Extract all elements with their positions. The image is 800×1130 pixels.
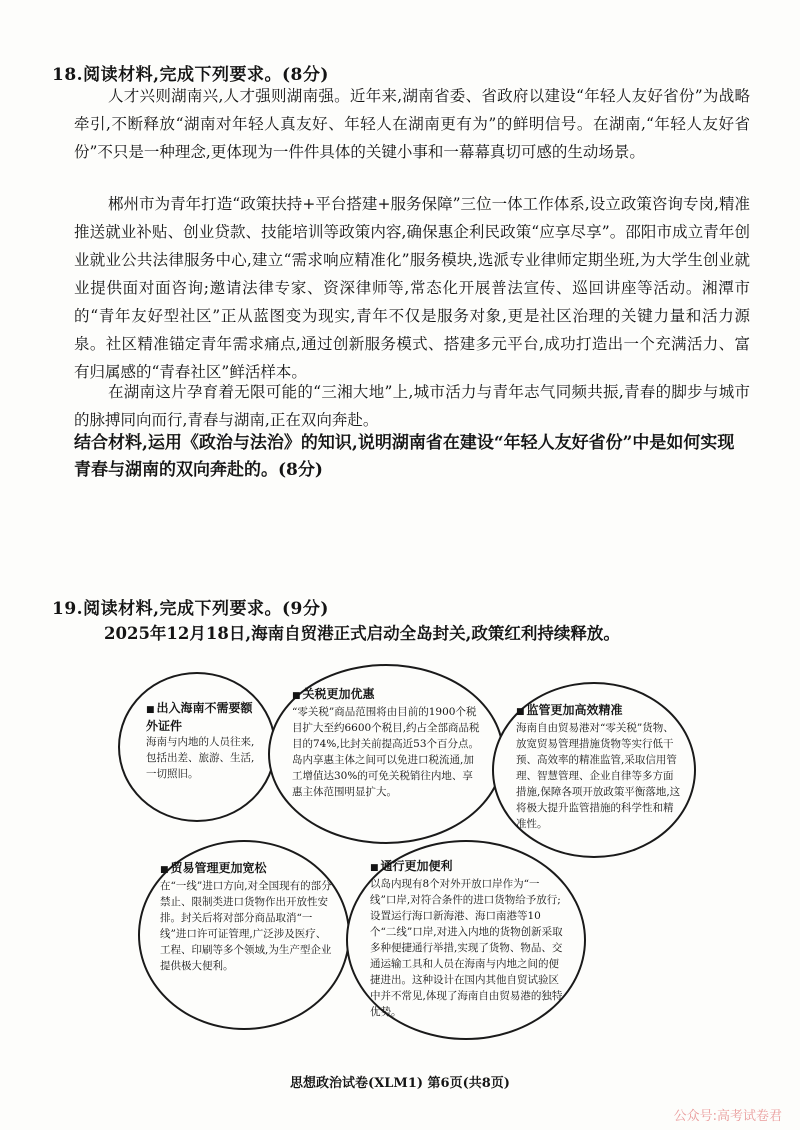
bubble-title-text: 通行更加便利 (380, 859, 453, 873)
bubble-tariff (268, 664, 504, 844)
bubble-title-text: 监管更加高效精准 (526, 703, 623, 717)
bubble-text: 在“一线”进口方向,对全国现有的部分禁止、限制类进口货物作出开放性安排。封关后将对部分商品取消“一线”进口许可证管理,广泛涉及医疗、工程、印刷等多个领域,为生产型企业提供极大便利。 (160, 880, 332, 972)
square-bullet-icon: ■ (146, 705, 155, 715)
square-bullet-icon: ■ (160, 865, 169, 875)
square-bullet-icon: ■ (370, 863, 379, 873)
bubble-title-text: 贸易管理更加宽松 (170, 861, 267, 875)
q19-intro: 2025年12月18日,海南自贸港正式启动全岛封关,政策红利持续释放。 (104, 624, 620, 643)
bubble-title (160, 860, 336, 878)
square-bullet-icon: ■ (516, 707, 525, 717)
bubble-title-text: 关税更加优惠 (302, 687, 375, 701)
bubble-entry-documents (118, 672, 276, 822)
q18-paragraph-1: 人才兴则湖南兴,人才强则湖南强。近年来,湖南省委、省政府以建设“年轻人友好省份”为战略牵引,不断释放“湖南对年轻人真友好、年轻人在湖南更有为”的鲜明信号。在湖南,“年轻人友好省份”不只是一种理念,更体现为一件件具体的关键小事和一幕幕真切可感的生动场景。 (74, 87, 750, 161)
bubble-text: 海南自由贸易港对“零关税”货物、放宽贸易管理措施货物等实行低干预、高效率的精准监管,采取信用管理、智慧管理、企业自律等多方面措施,保障各项开放政策平衡落地,这将极大提升监管措施的科学性和精准性。 (516, 722, 681, 830)
bubble-transit (346, 840, 586, 1040)
q18-paragraph-3: 在湖南这片孕育着无限可能的“三湘大地”上,城市活力与青年志气同频共振,青春的脚步与城市的脉搏同向而行,青春与湖南,正在双向奔赴。 (74, 383, 750, 429)
bubble-supervision (492, 682, 696, 858)
q18-question: 结合材料,运用《政治与法治》的知识,说明湖南省在建设“年轻人友好省份”中是如何实现青春与湖南的双向奔赴的。(8分) (74, 433, 735, 480)
bubble-title (292, 686, 482, 704)
bubble-text: “零关税”商品范围将由目前的1900个税目扩大至约6600个税目,约占全部商品税目的74%,比封关前提高近53个百分点。岛内享惠主体之间可以免进口税流通,加工增值达30%的可免关税销往内地、享惠主体范围明显扩大。 (292, 706, 480, 798)
square-bullet-icon: ■ (292, 691, 301, 701)
watermark: 公众号:高考试卷君 (673, 1109, 782, 1124)
bubble-title (370, 858, 564, 876)
q18-paragraph-2: 郴州市为青年打造“政策扶持+平台搭建+服务保障”三位一体工作体系,设立政策咨询专岗,精准推送就业补贴、创业贷款、技能培训等政策内容,确保惠企利民政策“应享尽享”。邵阳市成立青年创业就业公共法律服务中心,建立“需求响应精准化”服务模块,选派专业律师定期坐班,为大学生创业就业提供面对面咨询;邀请法律专家、资深律师等,常态化开展普法宣传、巡回讲座等活动。湘潭市的“青年友好型社区”正从蓝图变为现实,青年不仅是服务对象,更是社区治理的关键力量和活力源泉。社区精准锚定青年需求痛点,通过创新服务模式、搭建多元平台,成功打造出一个充满活力、富有归属感的“青春社区”鲜活样本。 (74, 195, 750, 381)
q18-title: 18.阅读材料,完成下列要求。(8分) (52, 65, 329, 85)
page-footer: 思想政治试卷(XLM1) 第6页(共8页) (290, 1076, 510, 1091)
bubble-title-text: 出入海南不需要额外证件 (146, 701, 253, 733)
bubble-text: 以岛内现有8个对外开放口岸作为“一线”口岸,对符合条件的进口货物给予放行;设置运行海口新海港、海口南港等10个“二线”口岸,对进入内地的货物创新采取多种便捷通行举措,实现了货物、物品、交通运输工具和人员在海南与内地之间的便捷进出。这种设计在国内其他自贸试验区中并不常见,体现了海南自由贸易港的独特优势。 (370, 878, 563, 1018)
bubble-title (516, 702, 682, 720)
bubble-trade-management (138, 840, 350, 1030)
bubble-text: 海南与内地的人员往来,包括出差、旅游、生活,一切照旧。 (146, 736, 255, 780)
q19-title: 19.阅读材料,完成下列要求。(9分) (52, 599, 329, 619)
bubble-title (146, 700, 258, 734)
